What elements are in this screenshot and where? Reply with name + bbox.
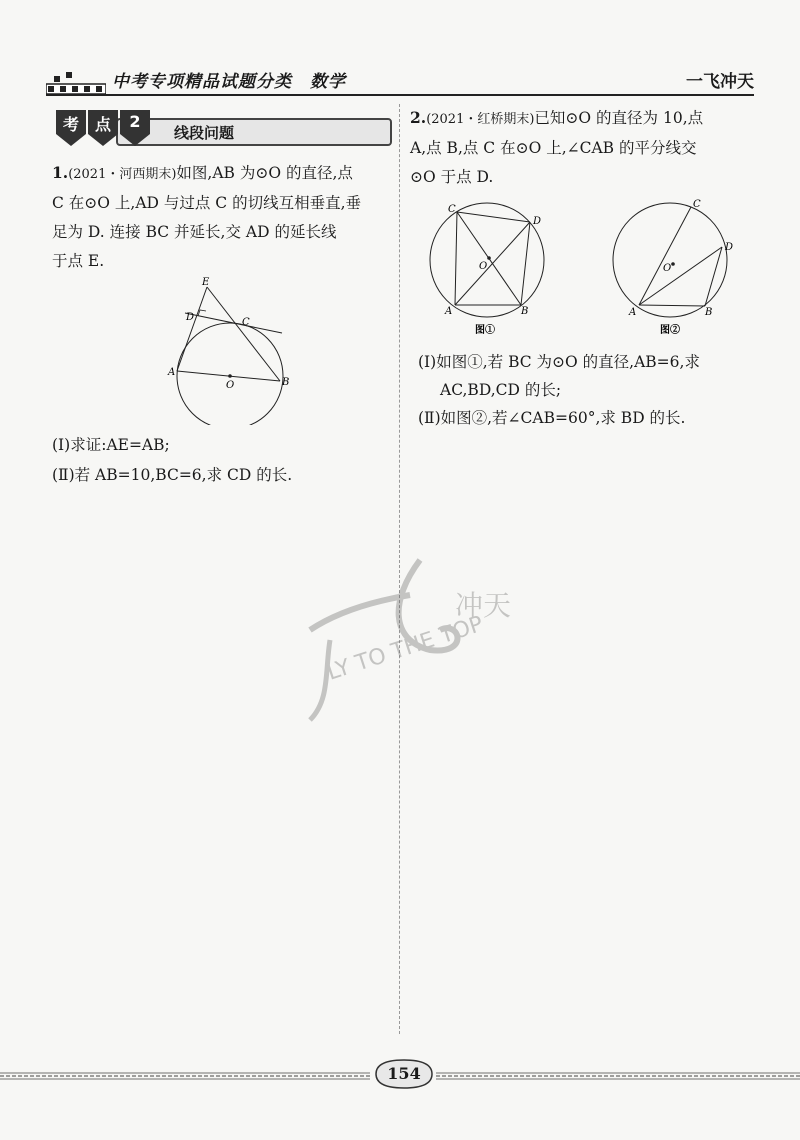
q2-sub2: (Ⅱ)如图②,若∠CAB=60°,求 BD 的长. bbox=[418, 409, 686, 427]
label-B: B bbox=[521, 306, 529, 317]
watermark-chinese: 冲天 bbox=[455, 589, 512, 622]
label-D: D bbox=[186, 312, 195, 323]
footer-border-left bbox=[0, 1072, 370, 1080]
q1-figure bbox=[160, 275, 300, 425]
badge-char-1: 考 bbox=[62, 115, 79, 134]
label-O: O bbox=[226, 380, 235, 391]
badge-char-3: 2 bbox=[129, 112, 141, 131]
label-C: C bbox=[242, 317, 250, 328]
section-header bbox=[56, 110, 390, 148]
question-line: ⊙O 于点 D. bbox=[410, 168, 494, 186]
question-line: C 在⊙O 上,AD 与过点 C 的切线互相垂直,垂 bbox=[52, 194, 362, 212]
label-C: C bbox=[448, 204, 456, 215]
question-line: 足为 D. 连接 BC 并延长,交 AD 的延长线 bbox=[52, 223, 337, 241]
question-line: 于点 E. bbox=[52, 252, 105, 270]
label-B: B bbox=[282, 377, 290, 388]
question-source: (2021・红桥期末) bbox=[426, 112, 535, 127]
page-number: 154 bbox=[387, 1064, 421, 1083]
label-B: B bbox=[705, 307, 713, 318]
question-line: A,点 B,点 C 在⊙O 上,∠CAB 的平分线交 bbox=[410, 139, 697, 157]
header-title: 中考专项精品试题分类 数学 bbox=[112, 72, 346, 92]
label-A: A bbox=[445, 306, 453, 317]
label-O: O bbox=[479, 261, 488, 272]
watermark-english: LY TO THE TOP bbox=[324, 611, 487, 686]
fig1-caption: 图① bbox=[475, 325, 495, 336]
label-O: O bbox=[663, 263, 672, 274]
question-line: 如图,AB 为⊙O 的直径,点 bbox=[176, 164, 353, 182]
badge-char-2: 点 bbox=[94, 115, 111, 134]
q2-figure-1 bbox=[425, 200, 565, 340]
fig2-caption: 图② bbox=[660, 325, 680, 336]
label-D: D bbox=[725, 242, 734, 253]
header-brand: 一飞冲天 bbox=[686, 72, 754, 92]
header-rule bbox=[46, 94, 754, 96]
question-number: 1. bbox=[52, 163, 69, 182]
q2-figure-2 bbox=[605, 195, 745, 340]
q2-sub1-line2: AC,BD,CD 的长; bbox=[440, 381, 562, 399]
question-2 bbox=[410, 103, 752, 192]
label-A: A bbox=[168, 367, 176, 378]
footer-border-right bbox=[436, 1072, 800, 1080]
label-C: C bbox=[693, 199, 701, 210]
section-title-bar bbox=[116, 118, 392, 146]
section-title: 线段问题 bbox=[174, 124, 235, 142]
question-number: 2. bbox=[410, 108, 427, 127]
question-1 bbox=[52, 158, 392, 276]
q2-sub1-line1: (Ⅰ)如图①,若 BC 为⊙O 的直径,AB=6,求 bbox=[418, 353, 700, 371]
label-E: E bbox=[202, 277, 210, 288]
question-line: 已知⊙O 的直径为 10,点 bbox=[534, 109, 704, 127]
question-source: (2021・河西期末) bbox=[68, 167, 177, 182]
label-A: A bbox=[629, 307, 637, 318]
watermark-logo bbox=[270, 540, 550, 740]
q1-sub2: (Ⅱ)若 AB=10,BC=6,求 CD 的长. bbox=[52, 466, 293, 484]
label-D: D bbox=[533, 216, 542, 227]
q1-sub1: (Ⅰ)求证:AE=AB; bbox=[52, 436, 170, 454]
